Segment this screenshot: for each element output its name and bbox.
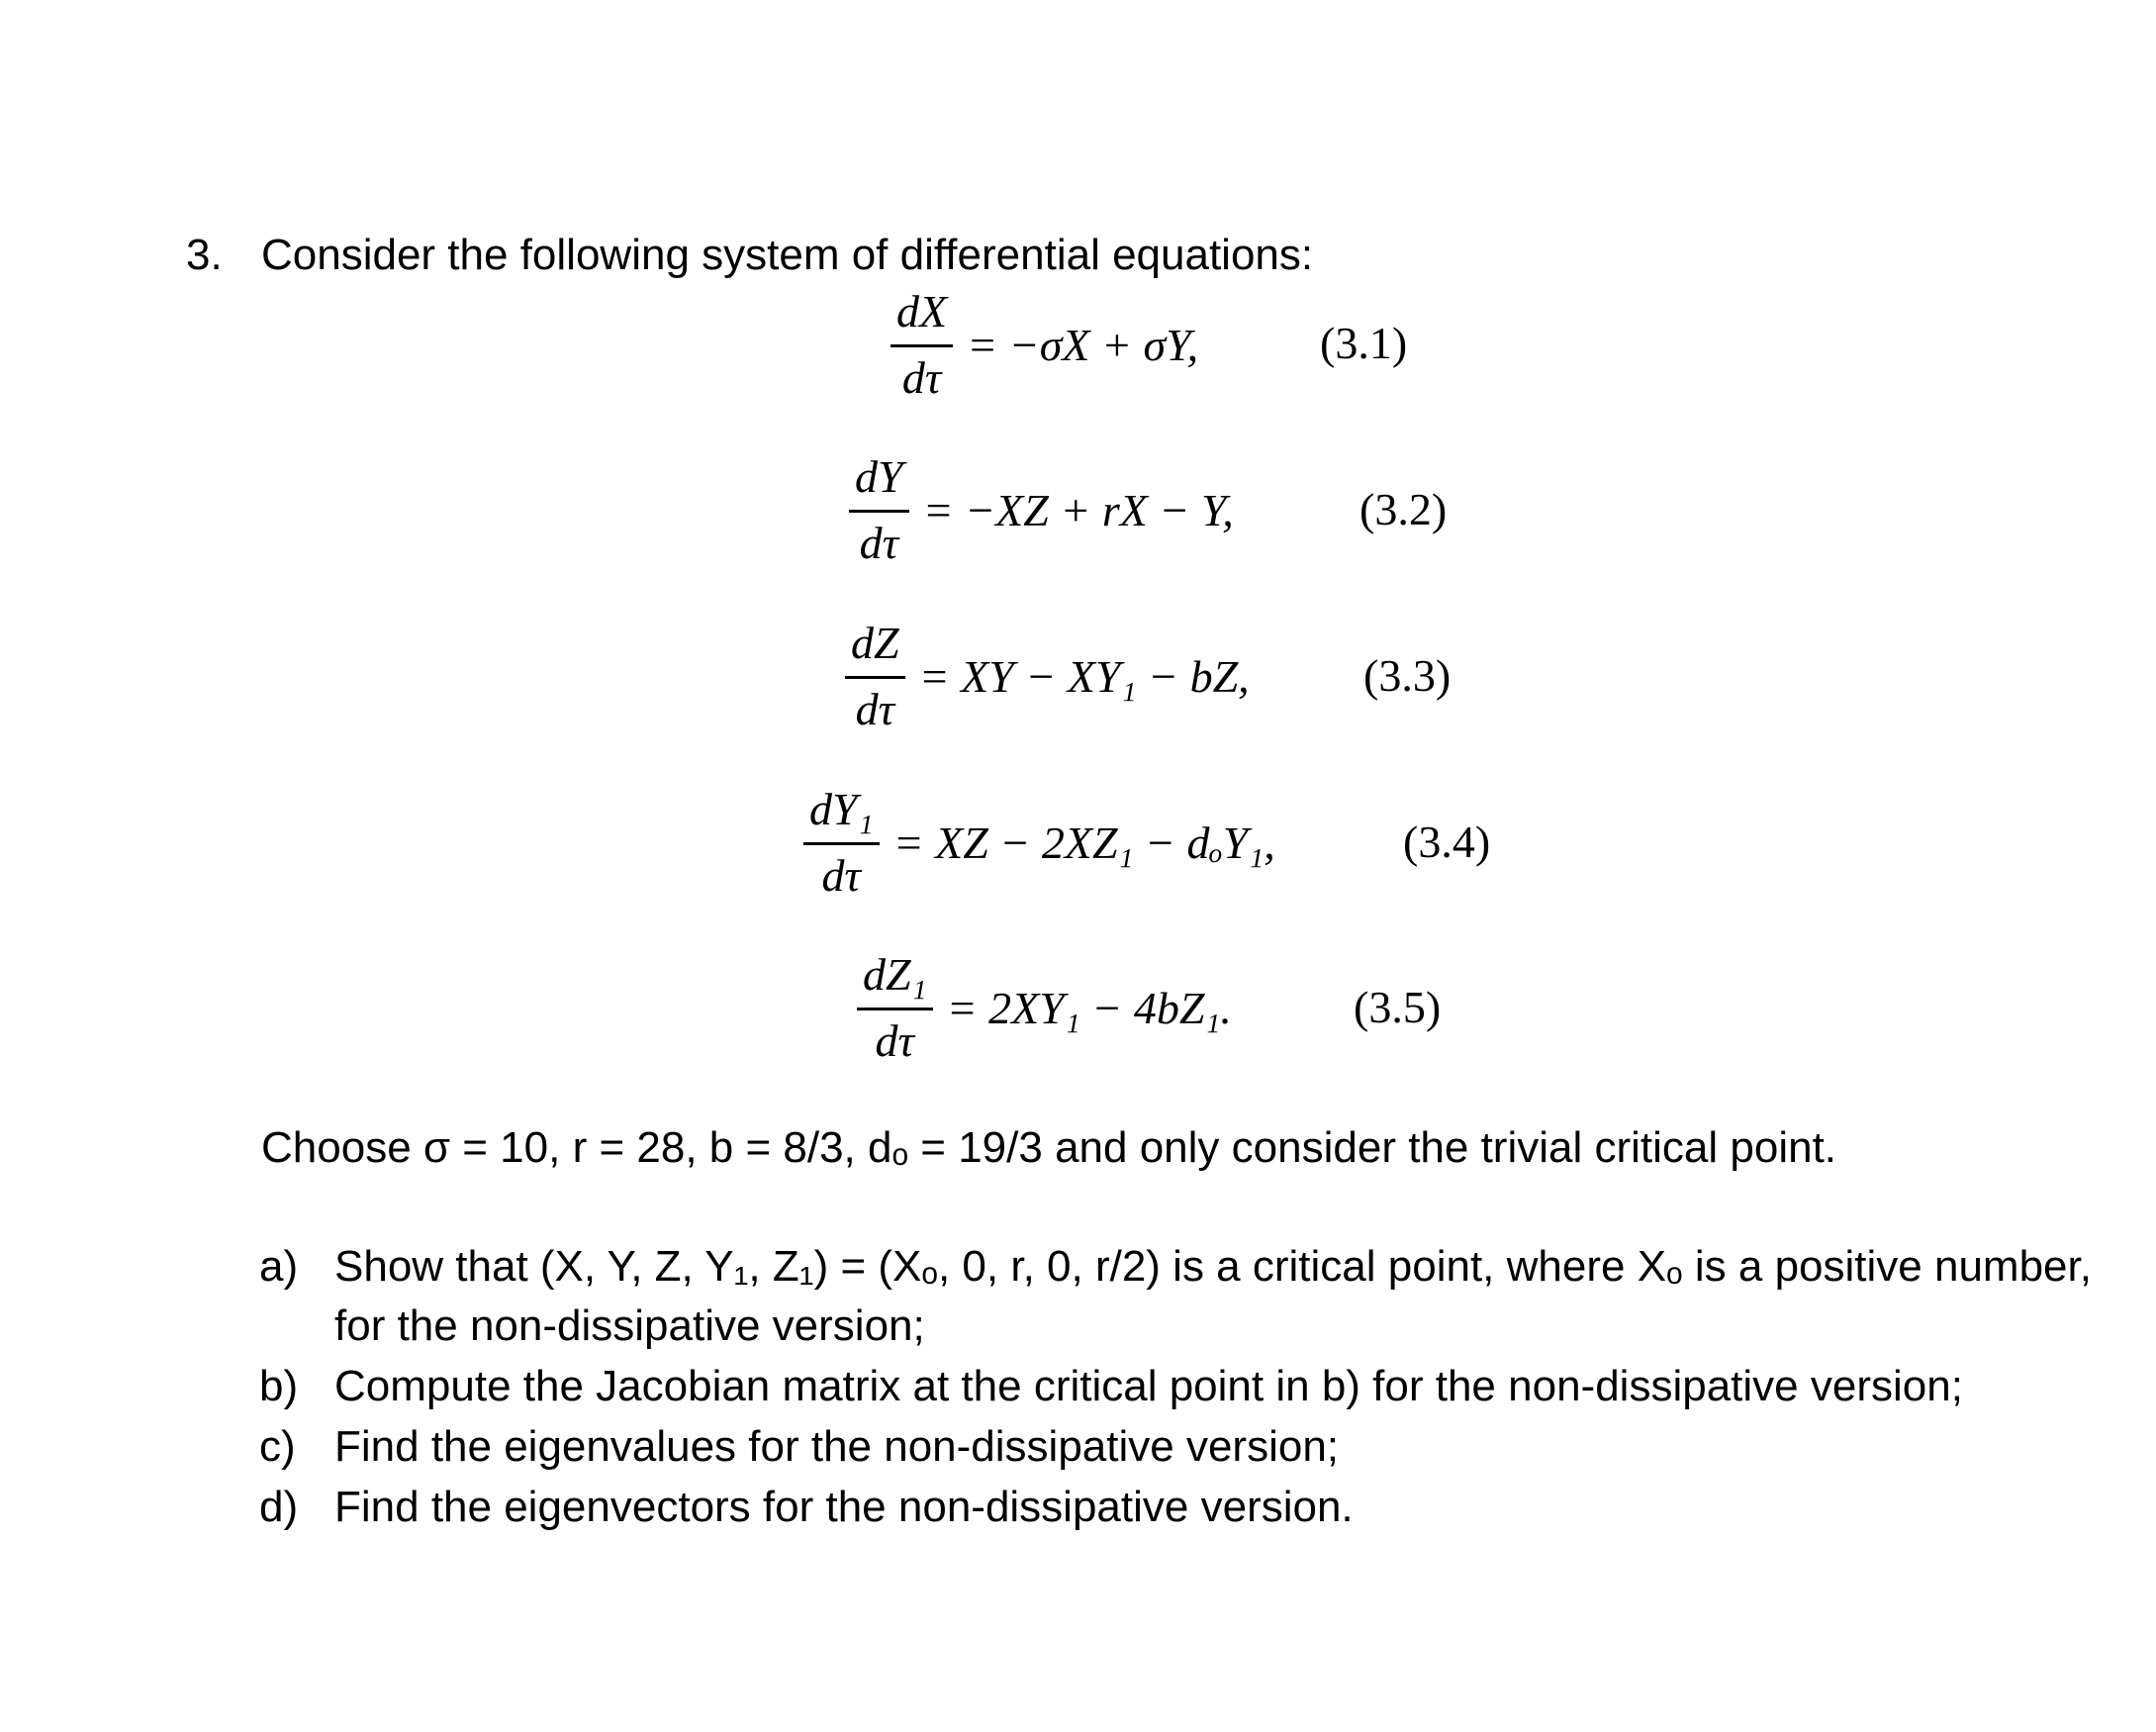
- fraction: [845, 617, 905, 736]
- equation-3-2: [849, 450, 1234, 570]
- part-c-text: Find the eigenvalues for the non-dissipative version;: [334, 1422, 1340, 1471]
- part-a-line2: for the non-dissipative version;: [334, 1301, 925, 1350]
- equation-3-4: [803, 783, 1275, 903]
- fraction-numerator: dY: [855, 451, 903, 502]
- equation-rhs: = −σX + σY,: [967, 319, 1199, 370]
- equation-label: (3.2): [1359, 484, 1448, 534]
- fraction-denominator: dτ: [855, 684, 895, 734]
- part-label-d: d): [259, 1483, 299, 1531]
- equation-label: (3.1): [1320, 318, 1408, 368]
- part-label-a: a): [259, 1242, 299, 1291]
- fraction-denominator: dτ: [901, 352, 942, 403]
- equation-3-5: [857, 948, 1232, 1068]
- equation-label: (3.5): [1354, 982, 1442, 1032]
- equation-rhs: = 2XY₁ − 4bZ₁.: [946, 982, 1232, 1033]
- part-label-b: b): [259, 1362, 299, 1410]
- equation-label: (3.3): [1363, 650, 1452, 701]
- fraction: [857, 948, 933, 1068]
- fraction: [849, 450, 909, 570]
- equation-label: (3.4): [1403, 817, 1491, 867]
- fraction-denominator: dτ: [875, 1015, 915, 1066]
- equation-rhs: = XZ − 2XZ₁ − dₒY₁,: [892, 817, 1275, 868]
- equation-3-3: [845, 617, 1250, 736]
- parameters-text: Choose σ = 10, r = 28, b = 8/3, dₒ = 19/3 and only consider the trivial critical point.: [261, 1123, 1837, 1172]
- fraction-numerator: dY₁: [809, 784, 874, 834]
- problem-intro: Consider the following system of differential equations:: [261, 231, 1314, 279]
- part-b-text: Compute the Jacobian matrix at the critical point in b) for the non-dissipative version;: [334, 1362, 1963, 1410]
- fraction-numerator: dX: [896, 286, 948, 337]
- part-label-c: c): [259, 1422, 296, 1471]
- part-d-text: Find the eigenvectors for the non-dissipative version.: [334, 1483, 1354, 1531]
- problem-number: 3.: [186, 231, 223, 279]
- fraction-numerator: dZ: [851, 618, 899, 668]
- fraction-denominator: dτ: [859, 518, 899, 568]
- fraction: [803, 783, 880, 903]
- equation-rhs: = −XZ + rX − Y,: [922, 484, 1234, 535]
- fraction-denominator: dτ: [821, 850, 862, 901]
- fraction: [891, 285, 953, 405]
- fraction-numerator: dZ₁: [863, 949, 927, 1000]
- part-a-line1: Show that (X, Y, Z, Y₁, Z₁) = (Xₒ, 0, r, 0, r/2) is a critical point, where Xₒ is a positive number,: [334, 1242, 2092, 1291]
- equation-3-1: [891, 285, 1198, 405]
- equation-rhs: = XY − XY₁ − bZ,: [918, 650, 1250, 702]
